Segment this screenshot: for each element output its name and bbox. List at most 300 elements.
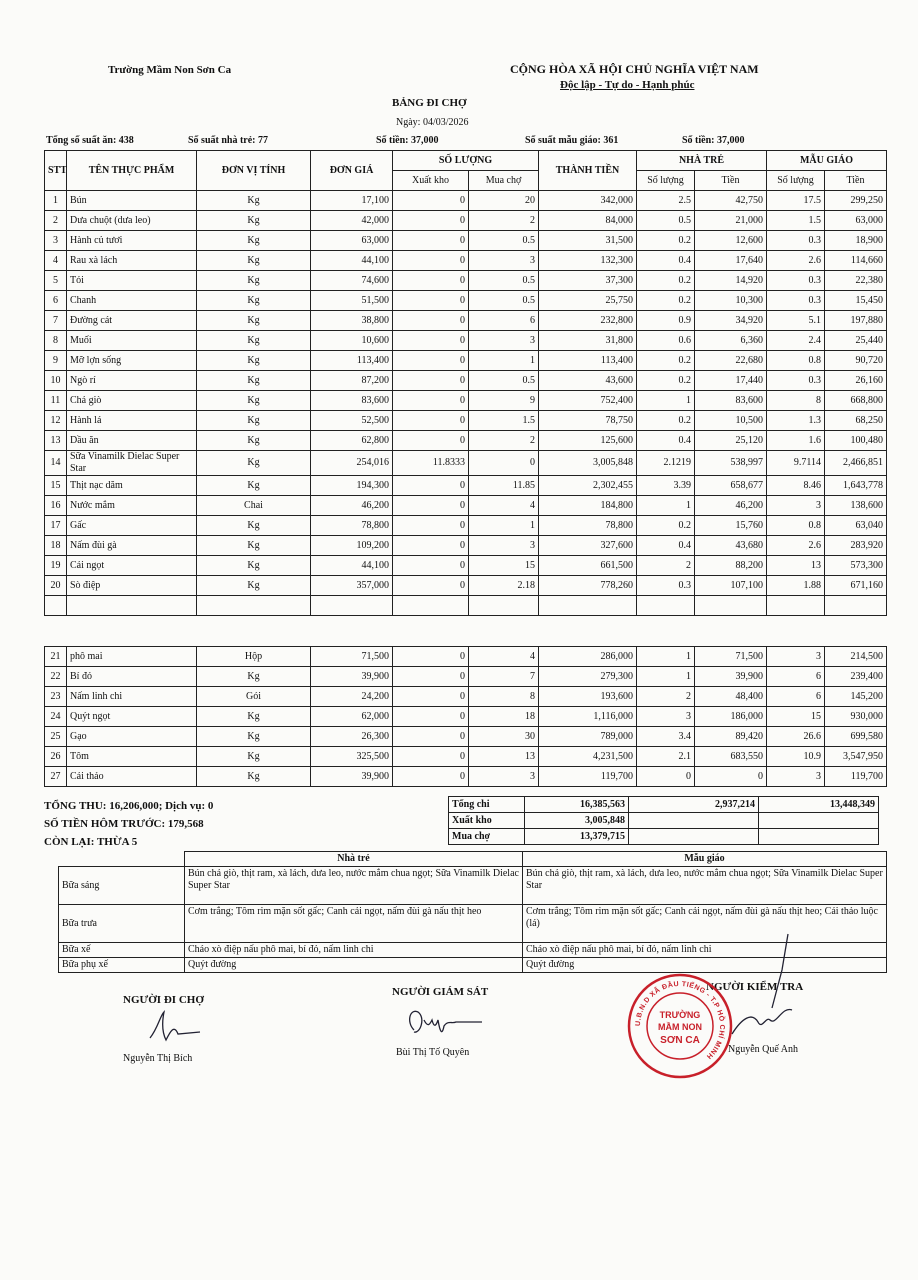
- row-kinder-qty: 2.6: [767, 251, 825, 271]
- row-kinder-money: 197,880: [825, 311, 887, 331]
- row-name: Sữa Vinamilk Dielac Super Star: [67, 451, 197, 476]
- row-kinder-qty: 1.5: [767, 211, 825, 231]
- kinder-meals: Số suất mẫu giáo: 361: [525, 135, 619, 146]
- row-unit: Kg: [197, 536, 311, 556]
- row-nursery-qty: 1: [637, 647, 695, 667]
- row-market: 0: [469, 451, 539, 476]
- row-name: Nước mắm: [67, 496, 197, 516]
- table-row: [45, 211, 887, 231]
- row-name: Mỡ lợn sống: [67, 351, 197, 371]
- row-stock: 0: [393, 727, 469, 747]
- row-kinder-money: 100,480: [825, 431, 887, 451]
- school-stamp: [626, 972, 734, 1080]
- buyer-signature: [140, 1008, 210, 1048]
- row-market: 1: [469, 351, 539, 371]
- table-row: [45, 647, 887, 667]
- table-row: [45, 311, 887, 331]
- stamp-line-1: TRƯỜNG: [659, 1010, 701, 1020]
- row-stock: 0: [393, 391, 469, 411]
- table-row: [45, 707, 887, 727]
- table-row: [45, 476, 887, 496]
- stock-total: 3,005,848: [525, 813, 629, 829]
- row-kinder-qty: 6: [767, 687, 825, 707]
- row-unit: Chai: [197, 496, 311, 516]
- row-market: 0.5: [469, 231, 539, 251]
- row-name: Cải ngọt: [67, 556, 197, 576]
- row-price: 24,200: [311, 687, 393, 707]
- row-market: 18: [469, 707, 539, 727]
- row-market: 9: [469, 391, 539, 411]
- row-kinder-money: 239,400: [825, 667, 887, 687]
- row-nursery-qty: 2.1219: [637, 451, 695, 476]
- row-nursery-qty: 1: [637, 667, 695, 687]
- row-stt: 19: [45, 556, 67, 576]
- row-kinder-money: 930,000: [825, 707, 887, 727]
- row-nursery-money: 10,500: [695, 411, 767, 431]
- total-income: TỔNG THU: 16,206,000; Dịch vụ: 0: [44, 800, 214, 812]
- row-name: Quýt ngọt: [67, 707, 197, 727]
- row-market: 3: [469, 331, 539, 351]
- row-stt: 8: [45, 331, 67, 351]
- motto: Độc lập - Tự do - Hạnh phúc: [560, 79, 695, 91]
- row-stt: 17: [45, 516, 67, 536]
- row-price: 42,000: [311, 211, 393, 231]
- row-price: 44,100: [311, 556, 393, 576]
- col-kinder-qty: Số lượng: [767, 171, 825, 191]
- row-stt: 6: [45, 291, 67, 311]
- row-stock: 0: [393, 191, 469, 211]
- row-stt: 16: [45, 496, 67, 516]
- row-price: 52,500: [311, 411, 393, 431]
- row-kinder-qty: 0.3: [767, 271, 825, 291]
- row-nursery-qty: 3.39: [637, 476, 695, 496]
- row-price: 51,500: [311, 291, 393, 311]
- row-total: 752,400: [539, 391, 637, 411]
- row-nursery-money: 12,600: [695, 231, 767, 251]
- meal-lunch-kinder: Cơm trắng; Tôm rim mặn sốt gấc; Canh cải ngọt, nấm đùi gà nấu thịt heo; Cải thảo luộc (lá): [523, 905, 887, 943]
- row-unit: Kg: [197, 391, 311, 411]
- row-total: 37,300: [539, 271, 637, 291]
- row-stock: 0: [393, 667, 469, 687]
- row-kinder-qty: 3: [767, 647, 825, 667]
- row-unit: Kg: [197, 231, 311, 251]
- row-stock: 0: [393, 476, 469, 496]
- row-unit: Kg: [197, 707, 311, 727]
- row-market: 1: [469, 516, 539, 536]
- row-unit: Kg: [197, 667, 311, 687]
- row-total: 3,005,848: [539, 451, 637, 476]
- food-rows-2: [45, 647, 887, 787]
- row-unit: Kg: [197, 311, 311, 331]
- row-stt: 4: [45, 251, 67, 271]
- republic-title: CỘNG HÒA XÃ HỘI CHỦ NGHĨA VIỆT NAM: [510, 62, 759, 76]
- col-nursery-qty: Số lượng: [637, 171, 695, 191]
- row-price: 87,200: [311, 371, 393, 391]
- row-unit: Kg: [197, 727, 311, 747]
- row-kinder-money: 25,440: [825, 331, 887, 351]
- stock-total-label: Xuất kho: [449, 813, 525, 829]
- row-stock: 0: [393, 431, 469, 451]
- table-row: [45, 747, 887, 767]
- row-name: Dưa chuột (dưa leo): [67, 211, 197, 231]
- row-name: Muối: [67, 331, 197, 351]
- row-stt: 24: [45, 707, 67, 727]
- row-kinder-money: 15,450: [825, 291, 887, 311]
- row-price: 63,000: [311, 231, 393, 251]
- buyer-title: NGƯỜI ĐI CHỢ: [123, 994, 204, 1006]
- row-kinder-qty: 1.3: [767, 411, 825, 431]
- row-name: Chả giò: [67, 391, 197, 411]
- row-nursery-money: 17,640: [695, 251, 767, 271]
- row-kinder-money: 90,720: [825, 351, 887, 371]
- stamp-line-3: SƠN CA: [660, 1035, 700, 1046]
- row-name: Gạo: [67, 727, 197, 747]
- table-row: [45, 271, 887, 291]
- row-unit: Kg: [197, 251, 311, 271]
- supervisor-title: NGƯỜI GIÁM SÁT: [392, 986, 489, 998]
- row-kinder-money: 671,160: [825, 576, 887, 596]
- row-nursery-qty: 0.2: [637, 371, 695, 391]
- row-nursery-money: 21,000: [695, 211, 767, 231]
- row-total: 2,302,455: [539, 476, 637, 496]
- row-nursery-qty: 2.5: [637, 191, 695, 211]
- row-name: phô mai: [67, 647, 197, 667]
- menu-nursery-header: Nhà trẻ: [185, 852, 523, 867]
- col-kinder-money: Tiền: [825, 171, 887, 191]
- row-total: 232,800: [539, 311, 637, 331]
- table-row: [45, 191, 887, 211]
- table-row: [45, 411, 887, 431]
- row-price: 83,600: [311, 391, 393, 411]
- row-stock: 0: [393, 767, 469, 787]
- row-stock: 0: [393, 351, 469, 371]
- market-total-label: Mua chợ: [449, 829, 525, 845]
- row-nursery-money: 88,200: [695, 556, 767, 576]
- row-price: 357,000: [311, 576, 393, 596]
- row-kinder-qty: 3: [767, 767, 825, 787]
- row-total: 342,000: [539, 191, 637, 211]
- row-name: Hành củ tươi: [67, 231, 197, 251]
- row-total: 84,000: [539, 211, 637, 231]
- row-kinder-qty: 0.8: [767, 351, 825, 371]
- row-stock: 0: [393, 536, 469, 556]
- row-kinder-qty: 0.3: [767, 231, 825, 251]
- row-price: 46,200: [311, 496, 393, 516]
- kinder-amount: Số tiền: 37,000: [682, 135, 745, 146]
- row-kinder-qty: 26.6: [767, 727, 825, 747]
- row-stt: 13: [45, 431, 67, 451]
- row-stock: 0: [393, 331, 469, 351]
- row-unit: Kg: [197, 271, 311, 291]
- row-market: 6: [469, 311, 539, 331]
- row-unit: Kg: [197, 476, 311, 496]
- row-kinder-qty: 3: [767, 496, 825, 516]
- row-stt: 20: [45, 576, 67, 596]
- nursery-total: 2,937,214: [629, 797, 759, 813]
- row-nursery-money: 0: [695, 767, 767, 787]
- row-market: 2.18: [469, 576, 539, 596]
- row-stt: 12: [45, 411, 67, 431]
- row-total: 1,116,000: [539, 707, 637, 727]
- row-price: 109,200: [311, 536, 393, 556]
- meal-afternoon-kinder: Cháo xò điệp nấu phô mai, bí đỏ, nấm linh chi: [523, 943, 887, 958]
- row-nursery-money: 14,920: [695, 271, 767, 291]
- row-unit: Gói: [197, 687, 311, 707]
- table-row: [45, 331, 887, 351]
- col-nursery-money: Tiền: [695, 171, 767, 191]
- row-market: 4: [469, 496, 539, 516]
- market-total: 13,379,715: [525, 829, 629, 845]
- row-total: 778,260: [539, 576, 637, 596]
- row-kinder-money: 668,800: [825, 391, 887, 411]
- row-total: 43,600: [539, 371, 637, 391]
- row-market: 2: [469, 431, 539, 451]
- row-kinder-money: 573,300: [825, 556, 887, 576]
- row-market: 30: [469, 727, 539, 747]
- row-kinder-money: 145,200: [825, 687, 887, 707]
- row-unit: Hộp: [197, 647, 311, 667]
- meal-afternoon-label: Bữa xế: [59, 943, 185, 958]
- stamp-ring-text: U.B.N.D XÃ ĐẦU TIẾNG - T.P HỒ CHÍ MINH: [634, 980, 726, 1061]
- table-row: [45, 451, 887, 476]
- food-table: [44, 150, 887, 616]
- table-row: [45, 687, 887, 707]
- row-nursery-money: 10,300: [695, 291, 767, 311]
- row-stt: 7: [45, 311, 67, 331]
- row-price: 39,900: [311, 767, 393, 787]
- row-stock: 0: [393, 747, 469, 767]
- row-stt: 5: [45, 271, 67, 291]
- row-market: 8: [469, 687, 539, 707]
- row-market: 3: [469, 536, 539, 556]
- row-market: 2: [469, 211, 539, 231]
- buyer-name: Nguyễn Thị Bích: [123, 1053, 193, 1064]
- row-stock: 0: [393, 271, 469, 291]
- table-row: [45, 667, 887, 687]
- row-name: Sò điệp: [67, 576, 197, 596]
- row-price: 62,800: [311, 431, 393, 451]
- row-unit: Kg: [197, 191, 311, 211]
- row-price: 62,000: [311, 707, 393, 727]
- row-total: 184,800: [539, 496, 637, 516]
- row-price: 78,800: [311, 516, 393, 536]
- kinder-total: 13,448,349: [759, 797, 879, 813]
- row-stt: 14: [45, 451, 67, 476]
- row-price: 10,600: [311, 331, 393, 351]
- row-name: Nấm đùi gà: [67, 536, 197, 556]
- row-price: 17,100: [311, 191, 393, 211]
- table-row: [45, 251, 887, 271]
- row-kinder-money: 119,700: [825, 767, 887, 787]
- row-market: 3: [469, 251, 539, 271]
- row-nursery-qty: 0.2: [637, 351, 695, 371]
- meal-snack-nursery: Quýt đường: [185, 958, 523, 973]
- row-nursery-qty: 0.9: [637, 311, 695, 331]
- row-kinder-money: 1,643,778: [825, 476, 887, 496]
- row-unit: Kg: [197, 576, 311, 596]
- nursery-meals: Số suất nhà trẻ: 77: [188, 135, 269, 146]
- col-name: TÊN THỰC PHẨM: [67, 151, 197, 191]
- row-price: 71,500: [311, 647, 393, 667]
- row-kinder-qty: 9.7114: [767, 451, 825, 476]
- row-stt: 18: [45, 536, 67, 556]
- row-kinder-qty: 15: [767, 707, 825, 727]
- row-total: 279,300: [539, 667, 637, 687]
- row-kinder-money: 63,040: [825, 516, 887, 536]
- menu-kinder-header: Mẫu giáo: [523, 852, 887, 867]
- row-price: 39,900: [311, 667, 393, 687]
- row-name: Bí đỏ: [67, 667, 197, 687]
- table-row: [45, 371, 887, 391]
- meal-lunch-nursery: Cơm trắng; Tôm rim mặn sốt gấc; Canh cải ngọt, nấm đùi gà nấu thịt heo: [185, 905, 523, 943]
- row-total: 25,750: [539, 291, 637, 311]
- row-total: 113,400: [539, 351, 637, 371]
- row-market: 4: [469, 647, 539, 667]
- row-kinder-qty: 2.4: [767, 331, 825, 351]
- row-nursery-qty: 0.4: [637, 251, 695, 271]
- row-market: 13: [469, 747, 539, 767]
- row-kinder-qty: 8: [767, 391, 825, 411]
- document-title: BẢNG ĐI CHỢ: [392, 97, 467, 109]
- row-price: 44,100: [311, 251, 393, 271]
- row-stock: 0: [393, 291, 469, 311]
- row-name: Dầu ăn: [67, 431, 197, 451]
- table-row: [45, 536, 887, 556]
- inspector-signature: [722, 930, 802, 1050]
- row-stt: 1: [45, 191, 67, 211]
- row-name: Tôm: [67, 747, 197, 767]
- row-unit: Kg: [197, 516, 311, 536]
- row-nursery-qty: 0.3: [637, 576, 695, 596]
- row-nursery-money: 538,997: [695, 451, 767, 476]
- row-nursery-money: 17,440: [695, 371, 767, 391]
- inspector-name: Nguyễn Quế Anh: [728, 1044, 798, 1055]
- row-stock: 0: [393, 311, 469, 331]
- row-unit: Kg: [197, 291, 311, 311]
- row-name: Gấc: [67, 516, 197, 536]
- row-name: Cải thảo: [67, 767, 197, 787]
- row-nursery-money: 107,100: [695, 576, 767, 596]
- row-kinder-money: 3,547,950: [825, 747, 887, 767]
- row-name: Nấm linh chi: [67, 687, 197, 707]
- food-rows-1: [45, 191, 887, 596]
- row-market: 1.5: [469, 411, 539, 431]
- table-row: [45, 727, 887, 747]
- row-market: 0.5: [469, 291, 539, 311]
- row-kinder-qty: 0.8: [767, 516, 825, 536]
- row-stock: 0: [393, 231, 469, 251]
- row-name: Ngò rí: [67, 371, 197, 391]
- row-total: 193,600: [539, 687, 637, 707]
- row-nursery-money: 89,420: [695, 727, 767, 747]
- row-market: 20: [469, 191, 539, 211]
- col-kinder: MẪU GIÁO: [767, 151, 887, 171]
- row-total: 132,300: [539, 251, 637, 271]
- row-kinder-qty: 0.3: [767, 371, 825, 391]
- row-nursery-money: 42,750: [695, 191, 767, 211]
- row-kinder-qty: 8.46: [767, 476, 825, 496]
- row-total: 789,000: [539, 727, 637, 747]
- inspector-title: NGƯỜI KIỂM TRA: [706, 981, 804, 993]
- row-total: 327,600: [539, 536, 637, 556]
- row-nursery-money: 46,200: [695, 496, 767, 516]
- food-table-continued: [44, 646, 887, 787]
- row-nursery-qty: 3.4: [637, 727, 695, 747]
- row-unit: Kg: [197, 411, 311, 431]
- row-nursery-money: 83,600: [695, 391, 767, 411]
- row-market: 3: [469, 767, 539, 787]
- row-unit: Kg: [197, 211, 311, 231]
- row-stock: 0: [393, 211, 469, 231]
- row-kinder-qty: 6: [767, 667, 825, 687]
- row-kinder-qty: 13: [767, 556, 825, 576]
- supervisor-signature: [400, 1002, 490, 1044]
- previous-balance: SỐ TIỀN HÔM TRƯỚC: 179,568: [44, 818, 204, 830]
- row-kinder-qty: 10.9: [767, 747, 825, 767]
- meal-afternoon-nursery: Cháo xò điệp nấu phô mai, bí đỏ, nấm linh chi: [185, 943, 523, 958]
- row-nursery-money: 658,677: [695, 476, 767, 496]
- col-unit: ĐƠN VỊ TÍNH: [197, 151, 311, 191]
- row-nursery-qty: 0.2: [637, 411, 695, 431]
- nursery-amount: Số tiền: 37,000: [376, 135, 439, 146]
- table-row: [45, 556, 887, 576]
- row-total: 119,700: [539, 767, 637, 787]
- remaining-balance: CÒN LẠI: THỪA 5: [44, 836, 138, 848]
- row-kinder-money: 299,250: [825, 191, 887, 211]
- row-kinder-qty: 2.6: [767, 536, 825, 556]
- total-meals: Tổng số suất ăn: 438: [46, 135, 134, 146]
- row-stock: 0: [393, 647, 469, 667]
- row-market: 7: [469, 667, 539, 687]
- supervisor-name: Bùi Thị Tố Quyên: [396, 1047, 470, 1058]
- row-unit: Kg: [197, 371, 311, 391]
- row-nursery-qty: 2: [637, 556, 695, 576]
- table-row: [45, 431, 887, 451]
- meal-breakfast-kinder: Bún chả giò, thịt ram, xà lách, dưa leo, nước mắm chua ngọt; Sữa Vinamilk Dielac Super Star: [523, 867, 887, 905]
- row-nursery-money: 71,500: [695, 647, 767, 667]
- col-stt: STT: [45, 151, 67, 191]
- row-market: 15: [469, 556, 539, 576]
- row-total: 78,800: [539, 516, 637, 536]
- total-spent-label: Tổng chi: [449, 797, 525, 813]
- row-nursery-qty: 1: [637, 496, 695, 516]
- row-total: 31,500: [539, 231, 637, 251]
- document-date: Ngày: 04/03/2026: [396, 117, 469, 128]
- row-stt: 15: [45, 476, 67, 496]
- row-stock: 0: [393, 556, 469, 576]
- row-stock: 0: [393, 707, 469, 727]
- col-total: THÀNH TIỀN: [539, 151, 637, 191]
- stamp-line-2: MẦM NON: [658, 1022, 702, 1032]
- col-nursery: NHÀ TRẺ: [637, 151, 767, 171]
- row-price: 194,300: [311, 476, 393, 496]
- meal-snack-label: Bữa phụ xế: [59, 958, 185, 973]
- row-kinder-money: 283,920: [825, 536, 887, 556]
- row-stock: 0: [393, 251, 469, 271]
- row-nursery-qty: 0.2: [637, 291, 695, 311]
- row-kinder-money: 114,660: [825, 251, 887, 271]
- table-row: [45, 576, 887, 596]
- row-market: 0.5: [469, 271, 539, 291]
- row-stock: 0: [393, 371, 469, 391]
- table-row: [45, 231, 887, 251]
- row-total: 4,231,500: [539, 747, 637, 767]
- row-name: Hành lá: [67, 411, 197, 431]
- meal-lunch-label: Bữa trưa: [59, 905, 185, 943]
- row-name: Bún: [67, 191, 197, 211]
- row-stt: 27: [45, 767, 67, 787]
- row-nursery-money: 6,360: [695, 331, 767, 351]
